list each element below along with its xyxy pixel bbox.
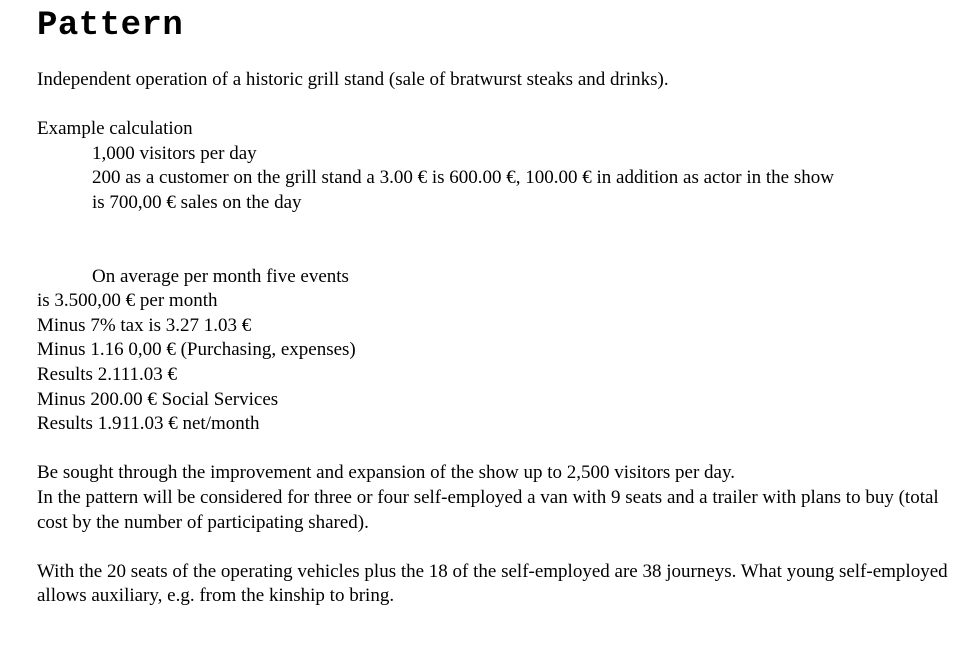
monthly-line-tax: Minus 7% tax is 3.27 1.03 €: [37, 314, 252, 336]
intro-paragraph: Independent operation of a historic grill stand (sale of bratwurst steaks and drinks).: [37, 69, 669, 90]
example-heading: Example calculation: [37, 118, 193, 140]
monthly-line-expenses: Minus 1.16 0,00 € (Purchasing, expenses): [37, 339, 356, 361]
monthly-calculation-section: [37, 265, 957, 437]
monthly-line-result: Results 2.111.03 €: [37, 363, 178, 385]
spacer: [37, 535, 957, 560]
example-line-sales: is 700,00 € sales on the day: [92, 191, 302, 213]
monthly-line-net-result: Results 1.911.03 € net/month: [37, 413, 260, 435]
monthly-line-social-services: Minus 200.00 € Social Services: [37, 388, 279, 410]
spacer: [37, 216, 957, 265]
spacer: [37, 93, 957, 118]
example-lines: [37, 142, 957, 216]
monthly-line-events: On average per month five events: [92, 265, 349, 287]
vehicles-paragraph: With the 20 seats of the operating vehicles plus the 18 of the self-employed are 38 journeys. What young self-employed allows auxiliary, e.g. from the kinship to bring.: [37, 560, 948, 607]
expansion-line-visitors: Be sought through the improvement and expansion of the show up to 2,500 visitors per day.: [37, 462, 735, 484]
document-page: [37, 6, 957, 609]
spacer: [37, 437, 957, 462]
example-line-customers: 200 as a customer on the grill stand a 3.00 € is 600.00 €, 100.00 € in addition as actor in the show: [92, 167, 834, 189]
expansion-section: [37, 461, 952, 535]
page-title: Pattern: [37, 7, 184, 45]
example-calculation-section: [37, 117, 957, 215]
monthly-line-total: is 3.500,00 € per month: [37, 290, 218, 312]
expansion-line-van: In the pattern will be considered for three or four self-employed a van with 9 seats and a trailer with plans to buy (total cost by the number of participating shared).: [37, 486, 939, 533]
example-line-visitors: 1,000 visitors per day: [92, 142, 257, 164]
